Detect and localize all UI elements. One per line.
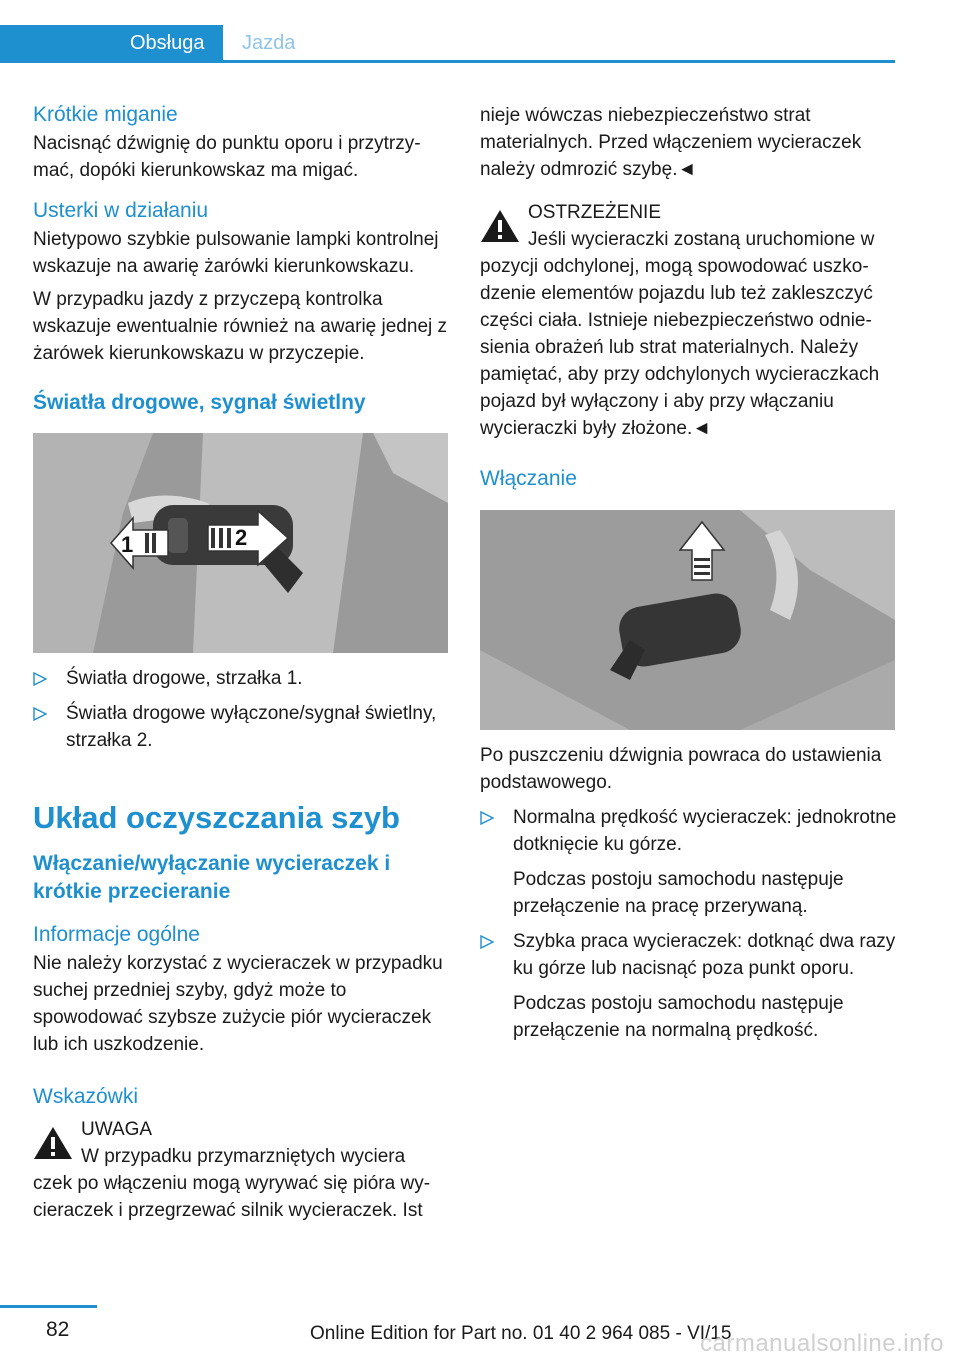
paragraph-malfunction-1: Nietypowo szybkie pulsowanie lampki kontrolnej wskazuje na awarię żarówki kierunkowskazu.	[33, 229, 439, 277]
list-item	[480, 928, 898, 1044]
paragraph-short-flash: Nacisnąć dźwignię do punktu oporu i przytrzymać, dopóki kierunkowskaz ma migać.	[33, 133, 421, 181]
bullet-text: Światła drogowe wyłączone/sygnał świetlny, strzałka 2.	[66, 703, 437, 751]
paragraph-return: Po puszczeniu dźwignia powraca do ustawienia podstawowego.	[480, 745, 882, 793]
triangle-bullet-icon	[480, 811, 494, 825]
paragraph-notice-continued: nieje wówczas niebezpieczeństwo strat materialnych. Przed włączeniem wycieraczek należy odmrozić szybę.◄	[480, 105, 862, 180]
bullet-text: Normalna prędkość wycieraczek: jednokrotne dotknięcie ku górze.	[513, 807, 897, 855]
wiper-speed-list	[480, 804, 898, 1044]
heading-notes: Wskazówki	[33, 1085, 139, 1108]
arrow-label-2: 2	[235, 525, 248, 550]
heading-malfunction: Usterki w działaniu	[33, 199, 209, 222]
arrow-label-1: 1	[121, 532, 134, 557]
warning-triangle-icon	[480, 209, 520, 243]
chapter-header	[0, 0, 895, 62]
tab-obsluga[interactable]: Obsługa	[0, 25, 223, 61]
high-beam-list	[33, 665, 451, 754]
heading-general: Informacje ogólne	[33, 923, 200, 946]
triangle-bullet-icon	[33, 672, 47, 686]
bullet-subtext: Podczas postoju samochodu następuje przełączenie na pracę przerywaną.	[513, 869, 844, 917]
wiper-illustration	[480, 510, 895, 730]
warning-title: OSTRZEŻENIE	[528, 202, 662, 223]
paragraph-general: Nie należy korzystać z wycieraczek w przypadku suchej przedniej szyby, gdyż może to spowodować szybsze zużycie piór wycieraczek lub ich uszkodzenie.	[33, 953, 443, 1055]
warning-triangle-icon	[33, 1126, 73, 1160]
notice-text-rest: czek po włączeniu mogą wyrywać się pióra wycieraczek i przegrzewać silnik wycieraczek. Ist	[33, 1173, 431, 1221]
bullet-text: Światła drogowe, strzałka 1.	[66, 668, 303, 689]
triangle-bullet-icon	[33, 707, 47, 721]
paragraph-malfunction-2: W przypadku jazdy z przyczepą kontrolka wskazuje ewentualnie również na awarię jednej z żarówek kierunkowskazu w przyczepie.	[33, 289, 448, 364]
footer-divider	[0, 1305, 97, 1308]
list-item	[480, 804, 898, 920]
page-number: 82	[46, 1318, 70, 1341]
notice-block	[33, 1116, 451, 1224]
heading-high-beam: Światła drogowe, sygnał świetlny	[33, 391, 366, 414]
notice-title: UWAGA	[81, 1119, 153, 1140]
tab-jazda[interactable]: Jazda	[242, 32, 296, 54]
bullet-subtext: Podczas postoju samochodu następuje przełączenie na normalną prędkość.	[513, 993, 844, 1041]
lever-illustration	[33, 433, 448, 653]
notice-text-first: W przypadku przymarzniętych wyciera	[81, 1146, 406, 1167]
high-beam-lever-photo	[33, 433, 448, 653]
list-item	[33, 700, 451, 754]
left-column	[33, 100, 451, 1224]
warning-text-first: Jeśli wycieraczki zostaną uruchomione w	[528, 229, 875, 250]
triangle-bullet-icon	[480, 935, 494, 949]
heading-short-flash: Krótkie miganie	[33, 103, 178, 126]
warning-text-rest: pozycji odchylonej, mogą spowodować uszkodzenie elementów pojazdu lub też zakleszczyć części ciała. Istnieje niebezpieczeństwo odniesienia obrażeń lub strat materialnych. Należy pamiętać, aby przy odchylonych wycieraczkach pojazd był wyłączony i aby przy włączaniu wycieraczki były złożone.◄	[480, 256, 880, 439]
warning-block	[480, 199, 898, 442]
heading-wipers: Włączanie/wyłączanie wycieraczek i krótkie przecieranie	[33, 852, 391, 903]
edition-note: Online Edition for Part no. 01 40 2 964 085 - VI/15	[310, 1323, 732, 1344]
chapter-title: Układ oczyszczania szyb	[33, 800, 400, 835]
header-divider	[0, 60, 895, 63]
list-item	[33, 665, 451, 692]
bullet-text: Szybka praca wycieraczek: dotknąć dwa razy ku górze lub nacisnąć poza punkt oporu.	[513, 931, 896, 979]
heading-switch-on: Włączanie	[480, 467, 577, 490]
right-column	[480, 102, 898, 1044]
wiper-lever-photo	[480, 510, 895, 730]
watermark: carmanualsonline.info	[700, 1330, 944, 1357]
